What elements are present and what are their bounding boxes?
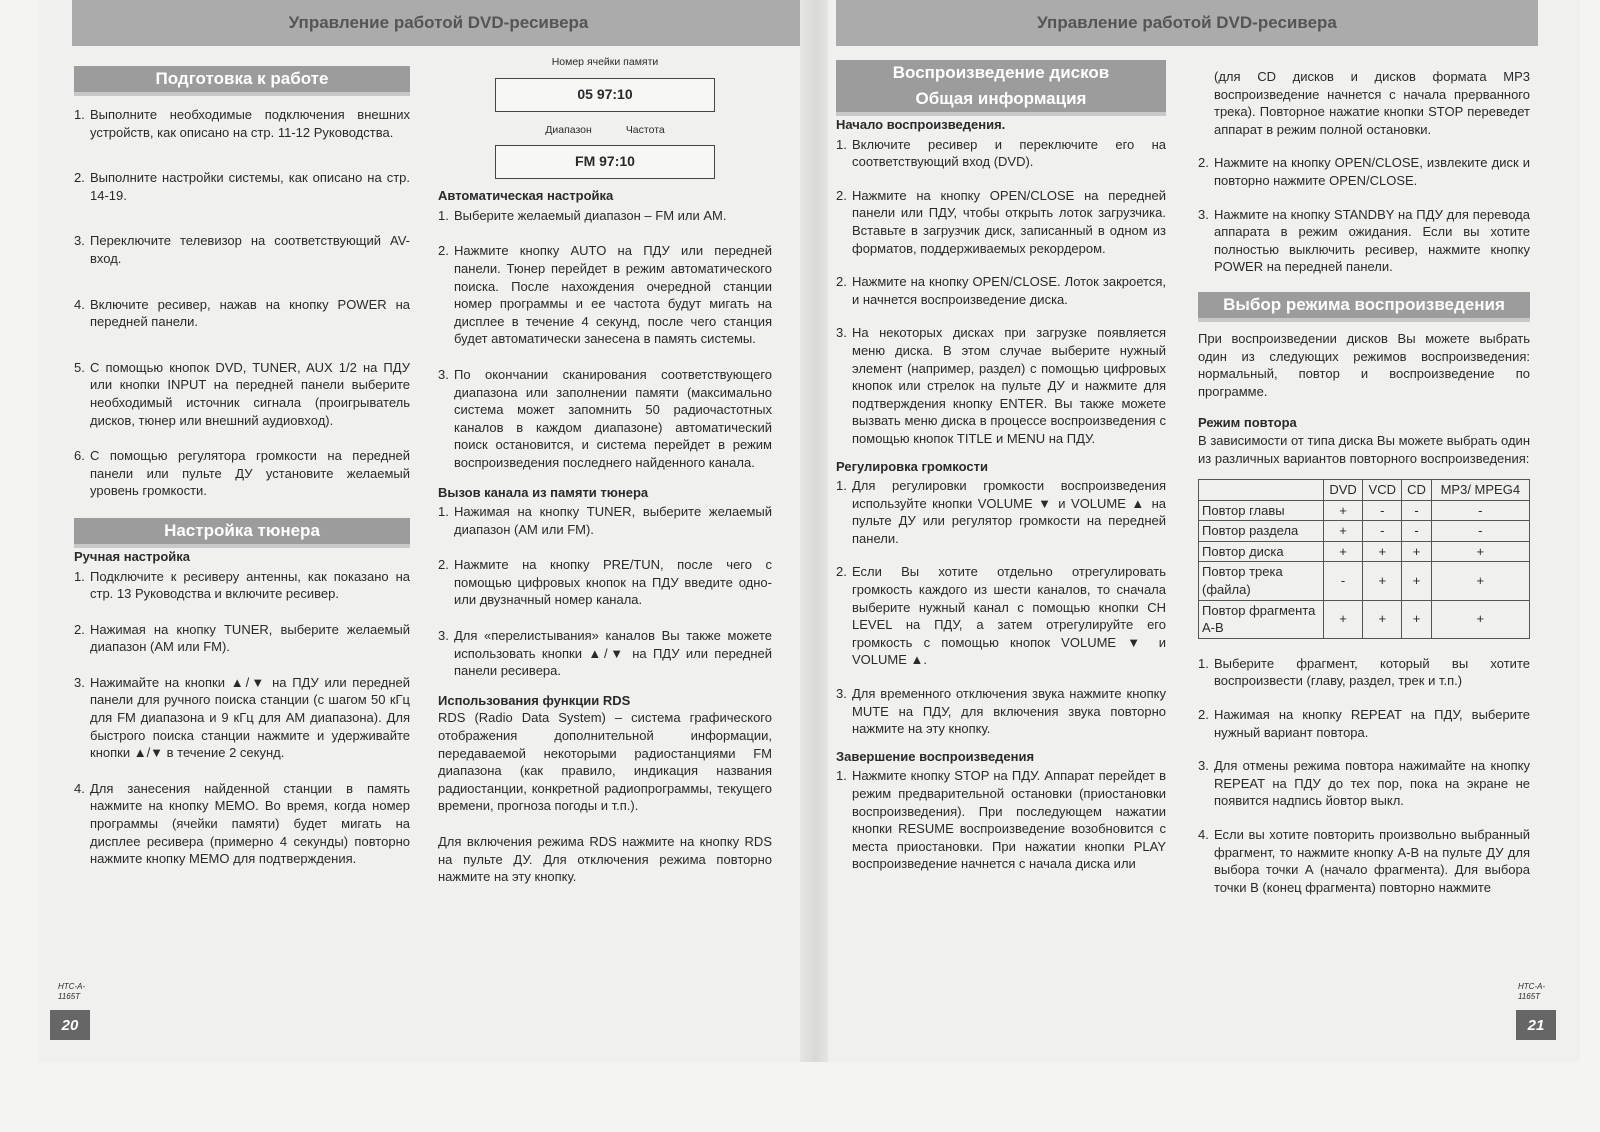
column-header: MP3/ MPEG4	[1431, 480, 1529, 501]
mode-column	[1198, 68, 1530, 914]
list-item: 2. Нажмите на кнопку OPEN/CLOSE, извлеките диск и повторно нажмите OPEN/CLOSE.	[1198, 154, 1530, 189]
right-page-header: Управление работой DVD-ресивера	[836, 0, 1538, 46]
tuner-heading: Настройка тюнера	[74, 518, 410, 548]
row-label: Повтор фрагмента A-B	[1199, 600, 1324, 638]
list-item: 2. Если Вы хотите отдельно отрегулировать громкость каждого из шести каналов, то сначала выберите нужный канал с помощью кнопки CH LEVEL на ПДУ, а затем отрегулируйте его громкость с помощью кнопок VOLUME ▼ и VOLUME ▲.	[836, 563, 1166, 669]
model-label: HTC-A-1165T	[58, 982, 86, 1001]
frequency-label: Частота	[625, 123, 665, 136]
left-page-header: Управление работой DVD-ресивера	[72, 0, 805, 46]
row-label: Повтор трека (файла)	[1199, 562, 1324, 600]
auto-tuning-title: Автоматическая настройка	[438, 188, 614, 204]
list-item: 4. Для занесения найденной станции в память нажмите на кнопку MEMO. Во время, когда номер программы (ячейки памяти) будет мигать на дисплее ресивера (примерно 4 секунды) повторно нажмите кнопку MEMO для подтверждения.	[74, 780, 410, 868]
band-label: Диапазон	[545, 123, 592, 136]
end-title: Завершение воспроизведения	[836, 748, 1035, 764]
volume-title: Регулировка громкости	[836, 458, 988, 474]
table-cell: -	[1431, 521, 1529, 542]
list-item: 2. Выполните настройки системы, как описано на стр. 14-19.	[74, 169, 410, 204]
list-item: 2. Нажмите на кнопку PRE/TUN, после чего с помощью цифровых кнопок на ПДУ введите одно- или двузначный номер канала.	[438, 556, 772, 609]
table-cell: +	[1431, 600, 1529, 638]
left-column	[74, 66, 410, 886]
list-item: 1. Нажмите кнопку STOP на ПДУ. Аппарат перейдет в режим предварительной остановки (приостановки воспроизведения). При последующем нажатии кнопки RESUME воспроизведение возобновится с места приостановки. При нажатии кнопки PLAY воспроизведение начнется с начала диска или	[836, 767, 1166, 873]
mode-description: При воспроизведении дисков Вы можете выбрать один из следующих режимов воспроизведения: нормальный, повтор и воспроизведение по программе.	[1198, 330, 1530, 399]
disc-heading-line2: Общая информация	[915, 89, 1087, 108]
end-list	[836, 767, 1166, 873]
recall-list	[438, 503, 772, 680]
list-item: 2. Нажимая на кнопку TUNER, выберите желаемый диапазон (AM или FM).	[74, 621, 410, 656]
table-cell: -	[1324, 562, 1363, 600]
list-item: 2. Нажимая на кнопку REPEAT на ПДУ, выберите нужный вариант повтора.	[1198, 706, 1530, 741]
table-row	[1199, 562, 1530, 600]
model-label: HTC-A-1165T	[1518, 982, 1546, 1001]
list-item: 2. Нажмите кнопку AUTO на ПДУ или передней панели. Тюнер перейдет в режим автоматического поиска. После нахождения очередной станции номер программы и ее частота будут мигать на дисплее в течение 4 секунд, после чего станция будет автоматически занесена в память системы.	[438, 242, 772, 348]
repeat-description: В зависимости от типа диска Вы можете выбрать один из различных вариантов повторного воспроизведения:	[1198, 432, 1530, 466]
list-item: 2. Нажмите на кнопку OPEN/CLOSE на передней панели или ПДУ, чтобы открыть лоток загрузчика. Вставьте в загрузчик диск, записанный в одном из форматов, поддерживаемых рекордером.	[836, 187, 1166, 257]
table-cell: +	[1363, 541, 1402, 562]
list-item: 4. Если вы хотите повторить произвольно выбранный фрагмент, то нажмите кнопку A-B на пульте ДУ для выбора точки А (начало фрагмента). Для выбора точки В (конец фрагмента) повторно нажмите	[1198, 826, 1530, 896]
list-item: 3. Для «перелистывания» каналов Вы также можете использовать кнопки ▲/▼ на ПДУ или передней панели ресивера.	[438, 627, 772, 680]
recall-title: Вызов канала из памяти тюнера	[438, 484, 649, 500]
left-page	[38, 0, 805, 1062]
table-cell: +	[1324, 500, 1363, 521]
list-item: 4. Включите ресивер, нажав на кнопку POWER на передней панели.	[74, 296, 410, 331]
table-header-row	[1199, 480, 1530, 501]
page-number: 21	[1516, 1010, 1556, 1040]
row-label: Повтор раздела	[1199, 521, 1324, 542]
column-header: VCD	[1363, 480, 1402, 501]
list-item: 3. По окончании сканирования соответствующего диапазона или заполнении памяти (максимально система может запомнить 50 радиочастотных каналов в каждом диапазоне) автоматический поиск остановится, и система перейдет в режим воспроизведения последнего найденного канала.	[438, 366, 772, 472]
stop-list	[1198, 154, 1530, 276]
list-item: 1. Для регулировки громкости воспроизведения используйте кнопки VOLUME ▼ и VOLUME ▲ на пульте ДУ или регулятор громкости на передней панели.	[836, 477, 1166, 547]
auto-list	[438, 207, 772, 472]
table-cell: +	[1363, 562, 1402, 600]
table-row	[1199, 600, 1530, 638]
list-item: 1. Включите ресивер и переключите его на соответствующий вход (DVD).	[836, 136, 1166, 171]
table-row	[1199, 500, 1530, 521]
list-item: 5. С помощью кнопок DVD, TUNER, AUX 1/2 на ПДУ или кнопки INPUT на передней панели выберите необходимый источник сигнала (проигрыватель дисков, тюнер или внешний аудиовход).	[74, 359, 410, 429]
table-row	[1199, 541, 1530, 562]
list-item: 3. Для временного отключения звука нажмите кнопку MUTE на ПДУ, для включения звука повторно нажмите на эту кнопку.	[836, 685, 1166, 738]
list-item: 3. Переключите телевизор на соответствующий AV-вход.	[74, 232, 410, 267]
disc-column	[836, 60, 1166, 891]
list-item: 3. На некоторых дисках при загрузке появляется меню диска. В этом случае выберите нужный элемент (например, раздел) с помощью цифровых кнопок или стрелок на пульте ДУ и нажмите для подтверждения кнопку ENTER. Вы также можете вызвать меню диска в процессе воспроизведения с помощью кнопок TITLE и MENU на ПДУ.	[836, 324, 1166, 447]
repeat-table	[1198, 479, 1530, 639]
table-cell: +	[1431, 562, 1529, 600]
row-label: Повтор диска	[1199, 541, 1324, 562]
table-cell: -	[1363, 521, 1402, 542]
table-cell: -	[1402, 500, 1431, 521]
repeat-steps	[1198, 655, 1530, 897]
table-cell: +	[1324, 600, 1363, 638]
table-cell: +	[1402, 600, 1431, 638]
page-number: 20	[50, 1010, 90, 1040]
list-item: 6. С помощью регулятора громкости на передней панели или пульте ДУ установите желаемый уровень громкости.	[74, 447, 410, 500]
disc-heading-line1: Воспроизведение дисков	[892, 63, 1110, 82]
table-cell: +	[1324, 541, 1363, 562]
table-cell: -	[1363, 500, 1402, 521]
start-list	[836, 136, 1166, 448]
memory-cell-label: Номер ячейки памяти	[551, 56, 659, 68]
display-memory: 05 97:10	[495, 78, 715, 112]
list-item: 1. Выберите фрагмент, который вы хотите воспроизвести (главу, раздел, трек и т.п.)	[1198, 655, 1530, 690]
tuner-list	[74, 568, 410, 868]
list-item: 3. Для отмены режима повтора нажимайте на кнопку REPEAT на ПДУ до тех пор, пока на экране не появится надпись йовтор выкл.	[1198, 757, 1530, 810]
table-cell: -	[1402, 521, 1431, 542]
table-cell: +	[1363, 600, 1402, 638]
table-cell: +	[1402, 541, 1431, 562]
start-title: Начало воспроизведения.	[836, 117, 1006, 132]
column-header: CD	[1402, 480, 1431, 501]
mode-heading: Выбор режима воспроизведения	[1198, 292, 1530, 322]
prep-heading: Подготовка к работе	[74, 66, 410, 96]
list-item: 3. Нажмите на кнопку STANDBY на ПДУ для перевода аппарата в режим ожидания. Если вы хотите полностью выключить ресивер, нажмите кнопку POWER на передней панели.	[1198, 206, 1530, 276]
volume-list	[836, 477, 1166, 738]
rds-title: Использования функции RDS	[438, 692, 631, 708]
stop-continued: (для CD дисков и дисков формата MP3 воспроизведение начнется с начала прерванного трека). Повторное нажатие кнопки STOP переведет аппарат в режим полной остановки.	[1214, 69, 1530, 137]
table-cell: +	[1431, 541, 1529, 562]
table-cell: -	[1431, 500, 1529, 521]
right-page	[828, 0, 1580, 1062]
prep-list	[74, 106, 410, 500]
list-item: 1. Подключите к ресиверу антенны, как показано на стр. 13 Руководства и включите ресивер.	[74, 568, 410, 603]
table-row	[1199, 521, 1530, 542]
table-corner	[1199, 480, 1324, 501]
display-frequency: FM 97:10	[495, 145, 715, 179]
rds-instructions: Для включения режима RDS нажмите на кнопку RDS на пульте ДУ. Для отключения режима повторно нажмите на эту кнопку.	[438, 834, 772, 885]
rds-description: RDS (Radio Data System) – система графического отображения дополнительной информации, передаваемой некоторыми радиостанциями FM диапазона (как правило, индикация названия радиостанции, конкретной радиопрограммы, текущего времени, прогноза погоды и т.п.).	[438, 710, 772, 814]
table-cell: +	[1324, 521, 1363, 542]
display-labels	[438, 122, 772, 140]
column-header: DVD	[1324, 480, 1363, 501]
list-item: 3. Нажимайте на кнопки ▲/▼ на ПДУ или передней панели для ручного поиска станции (с шагом 50 кГц для FM диапазона и 9 кГц для AM диапазона). Для быстрого поиска станции нажмите и удерживайте кнопки ▲/▼ в течение 2 секунд.	[74, 674, 410, 762]
list-item: 1. Выберите желаемый диапазон – FM или AM.	[438, 207, 772, 225]
middle-column	[438, 54, 772, 886]
manual-tuning-title: Ручная настройка	[74, 548, 191, 564]
list-item: 2. Нажмите на кнопку OPEN/CLOSE. Лоток закроется, и начнется воспроизведение диска.	[836, 273, 1166, 308]
disc-heading	[836, 60, 1166, 116]
row-label: Повтор главы	[1199, 500, 1324, 521]
list-item: 1. Выполните необходимые подключения внешних устройств, как описано на стр. 11-12 Руководства.	[74, 106, 410, 141]
repeat-title: Режим повтора	[1198, 415, 1297, 431]
table-cell: +	[1402, 562, 1431, 600]
list-item: 1. Нажимая на кнопку TUNER, выберите желаемый диапазон (AM или FM).	[438, 503, 772, 538]
